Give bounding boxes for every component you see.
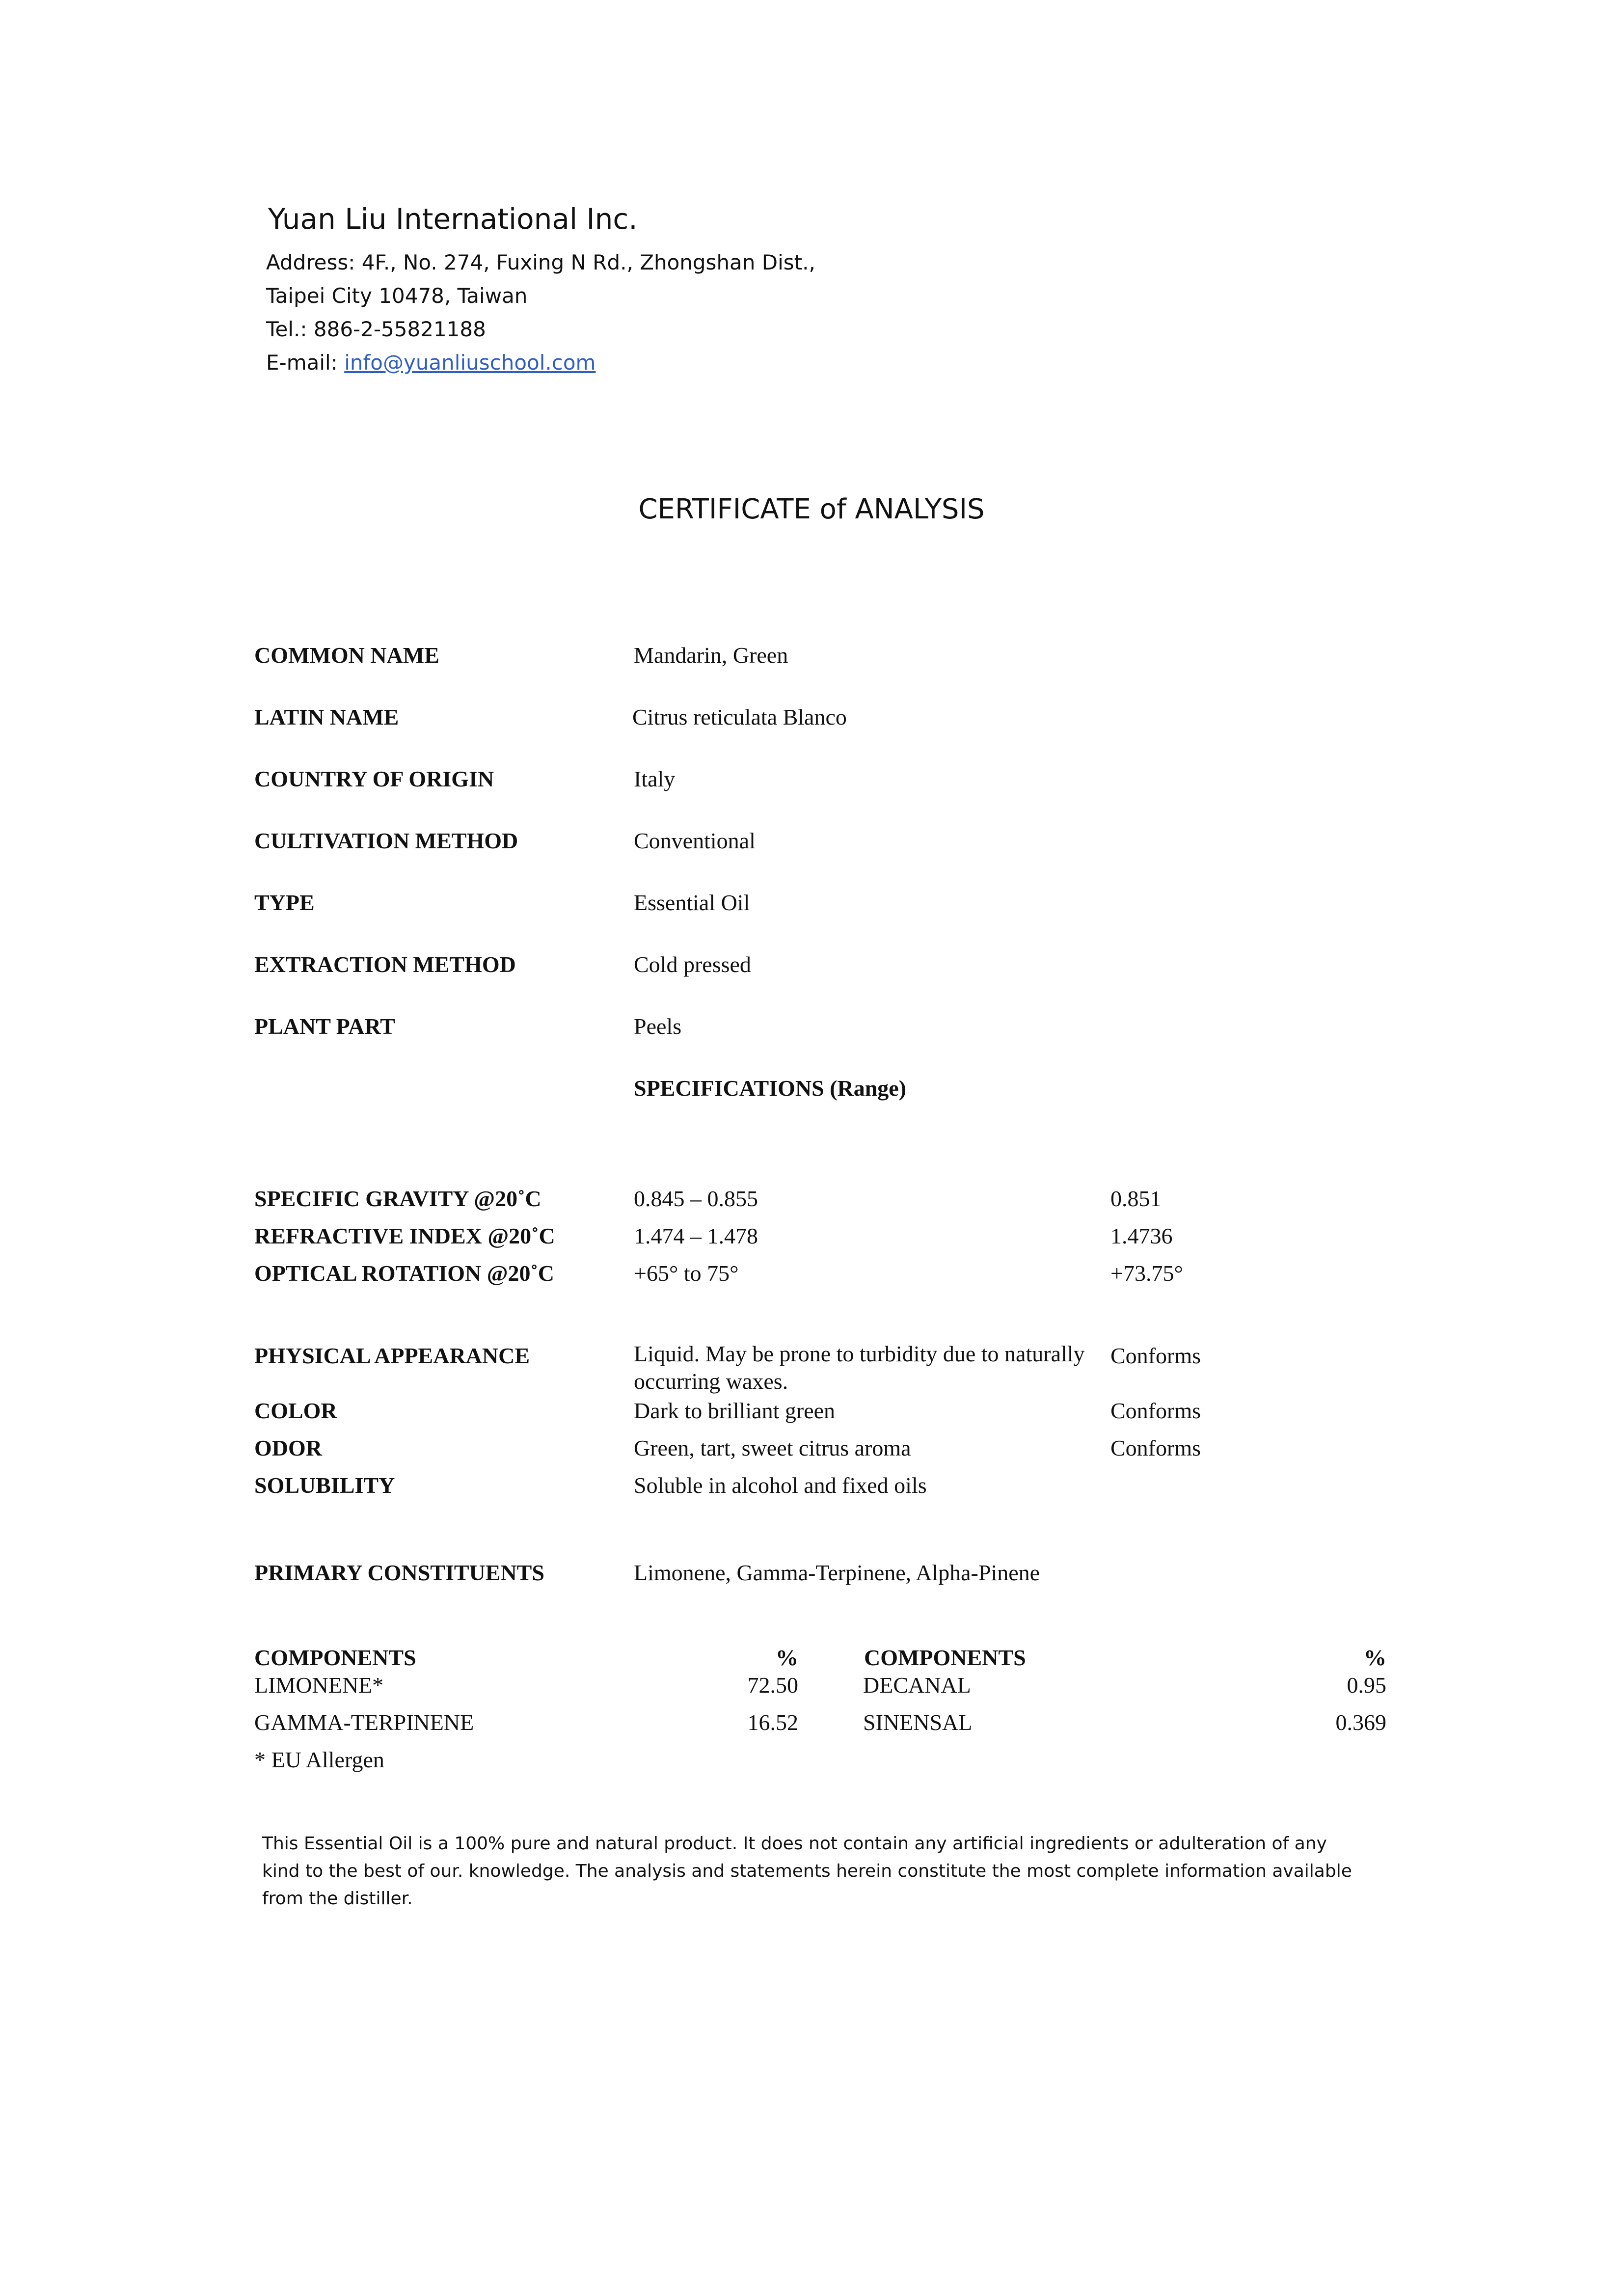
info-value-cultivation: Conventional <box>634 828 756 853</box>
address-line-1: Address: 4F., No. 274, Fuxing N Rd., Zhongshan Dist., <box>266 250 815 274</box>
info-value-latin-name: Citrus reticulata Blanco <box>632 704 847 729</box>
company-name: Yuan Liu International Inc. <box>268 202 638 236</box>
physical-result-appearance: Conforms <box>1110 1343 1201 1368</box>
physical-label-color: COLOR <box>254 1398 337 1423</box>
info-label-country: COUNTRY OF ORIGIN <box>254 766 494 791</box>
spec-result-optical: +73.75° <box>1110 1261 1183 1286</box>
info-label-latin-name: LATIN NAME <box>254 704 399 729</box>
document-title <box>0 493 1623 525</box>
specifications-heading: SPECIFICATIONS (Range) <box>634 1076 907 1101</box>
component-pct: 0.369 <box>1335 1710 1386 1735</box>
components-pct-header-left: % <box>776 1645 798 1670</box>
component-pct: 72.50 <box>747 1673 798 1698</box>
email-label: E-mail: <box>266 351 345 375</box>
component-pct: 0.95 <box>1347 1673 1386 1698</box>
spec-range-refractive: 1.474 – 1.478 <box>634 1223 758 1248</box>
info-value-country: Italy <box>634 766 676 791</box>
info-value-type: Essential Oil <box>634 890 750 915</box>
physical-value-appearance: Liquid. May be prone to turbidity due to naturally occurring waxes. <box>634 1341 1085 1394</box>
document-title-text: CERTIFICATE of ANALYSIS <box>638 493 985 525</box>
allergen-note: * EU Allergen <box>254 1747 384 1772</box>
spec-label-refractive: REFRACTIVE INDEX @20˚C <box>254 1223 555 1248</box>
info-label-extraction: EXTRACTION METHOD <box>254 952 516 977</box>
components-pct-header-right: % <box>1364 1645 1386 1670</box>
primary-constituents-label: PRIMARY CONSTITUENTS <box>254 1560 544 1585</box>
physical-result-color: Conforms <box>1110 1398 1201 1423</box>
info-label-plant-part: PLANT PART <box>254 1014 395 1039</box>
component-pct: 16.52 <box>747 1710 798 1735</box>
physical-value-color: Dark to brilliant green <box>634 1398 836 1423</box>
component-name: GAMMA-TERPINENE <box>254 1710 474 1735</box>
physical-value-solubility: Soluble in alcohol and fixed oils <box>634 1473 927 1498</box>
info-label-type: TYPE <box>254 890 315 915</box>
physical-label-odor: ODOR <box>254 1435 322 1460</box>
spec-label-optical: OPTICAL ROTATION @20˚C <box>254 1261 555 1286</box>
component-name: SINENSAL <box>863 1710 973 1735</box>
info-label-cultivation: CULTIVATION METHOD <box>254 828 518 853</box>
components-header-right: COMPONENTS <box>864 1645 1026 1670</box>
info-value-plant-part: Peels <box>634 1014 682 1039</box>
email-line <box>266 351 595 375</box>
info-value-common-name: Mandarin, Green <box>634 643 788 668</box>
component-name: LIMONENE* <box>254 1673 384 1698</box>
physical-result-odor: Conforms <box>1110 1435 1201 1460</box>
info-label-common-name: COMMON NAME <box>254 643 439 668</box>
physical-label-solubility: SOLUBILITY <box>254 1473 395 1498</box>
info-value-extraction: Cold pressed <box>634 952 751 977</box>
telephone: Tel.: 886-2-55821188 <box>266 317 486 341</box>
footer-statement: This Essential Oil is a 100% pure and natural product. It does not contain any artificial ingredients or adulteration of any kind to the best of our. knowledge. The analysis and statements herein constitute the most complete information available from the distiller. <box>262 1834 1352 1909</box>
component-name: DECANAL <box>863 1673 971 1698</box>
spec-range-gravity: 0.845 – 0.855 <box>634 1186 758 1211</box>
spec-label-gravity: SPECIFIC GRAVITY @20˚C <box>254 1186 541 1211</box>
primary-constituents-value: Limonene, Gamma-Terpinene, Alpha-Pinene <box>634 1560 1040 1585</box>
email-link[interactable]: info@yuanliuschool.com <box>344 351 596 375</box>
physical-label-appearance: PHYSICAL APPEARANCE <box>254 1343 530 1368</box>
spec-result-gravity: 0.851 <box>1110 1186 1162 1211</box>
physical-value-odor: Green, tart, sweet citrus aroma <box>634 1435 911 1460</box>
spec-result-refractive: 1.4736 <box>1110 1223 1173 1248</box>
address-line-2: Taipei City 10478, Taiwan <box>266 284 528 308</box>
components-header-left: COMPONENTS <box>254 1645 416 1670</box>
spec-range-optical: +65° to 75° <box>634 1261 739 1286</box>
